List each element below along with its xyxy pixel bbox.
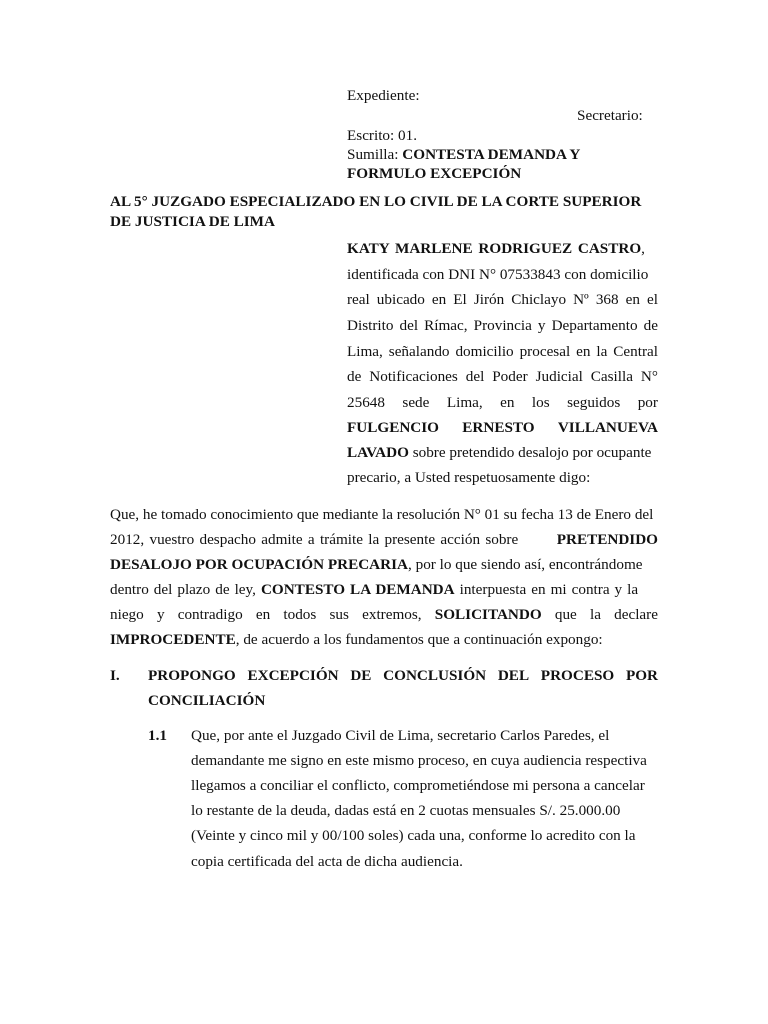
word: y <box>156 606 165 623</box>
body-line-6 <box>110 630 603 650</box>
intro-line-3 <box>347 290 658 310</box>
intro-line-2: identificada con DNI N° 07533843 con domicilio <box>347 266 649 283</box>
body-line-3-b: , por lo que siendo así, encontrándome <box>408 556 643 573</box>
word: Central <box>613 343 658 360</box>
body-line-5 <box>110 605 658 625</box>
word: en <box>255 606 271 623</box>
word: PROCESO <box>540 667 615 684</box>
intro-line-8 <box>347 418 658 438</box>
word: en <box>431 291 447 308</box>
word: Chiclayo <box>511 291 567 308</box>
addressee-line-1: AL 5° JUZGADO ESPECIALIZADO EN LO CIVIL DE LA CORTE SUPERIOR <box>110 193 642 210</box>
intro-line-10: precario, a Usted respetuosamente digo: <box>347 469 591 486</box>
word: El <box>453 291 467 308</box>
body-line-3-a: DESALOJO POR OCUPACIÓN PRECARIA <box>110 556 408 573</box>
word: PROPONGO <box>148 667 236 684</box>
subsection-line-6: copia certificada del acta de dicha audiencia. <box>191 853 463 870</box>
plaintiff-surname: LAVADO <box>347 444 409 461</box>
body-line-3 <box>110 555 643 575</box>
intro-line-1 <box>347 239 645 259</box>
word: Distrito <box>347 317 394 334</box>
word: Judicial <box>535 368 583 385</box>
word: por <box>637 394 658 411</box>
sumilla-text-1: CONTESTA DEMANDA Y <box>402 146 581 163</box>
word: la <box>596 343 608 360</box>
section-title-line-1 <box>148 666 658 686</box>
body-line-2-b: PRETENDIDO <box>556 531 658 548</box>
intro-line-5 <box>347 342 658 362</box>
intro-line-4 <box>347 316 658 336</box>
body-line-4 <box>110 580 638 600</box>
word: Nº <box>573 291 589 308</box>
word: niego <box>110 606 144 623</box>
word: Notificaciones <box>369 368 458 385</box>
subsection-number: 1.1 <box>148 727 167 744</box>
word: en <box>500 394 515 411</box>
word: Lima, <box>347 343 383 360</box>
word: de <box>347 368 362 385</box>
subsection-line-5: (Veinte y cinco mil y 00/100 soles) cada una, conforme lo acredito con la <box>191 827 636 844</box>
word: CONCLUSIÓN <box>383 667 487 684</box>
body-line-2-a: 2012, vuestro despacho admite a trámite la presente acción sobre <box>110 531 519 548</box>
word: real <box>347 291 370 308</box>
word: seguidos <box>567 394 621 411</box>
word: sede <box>402 394 430 411</box>
subsection-line-2: demandante me signo en este mismo proceso, en cuya audiencia respectiva <box>191 752 647 769</box>
body-line-6-a: IMPROCEDENTE <box>110 631 236 648</box>
body-line-6-b: , de acuerdo a los fundamentos que a continuación expongo: <box>235 631 603 648</box>
word: Jirón <box>473 291 505 308</box>
word: ubicado <box>376 291 425 308</box>
word: señalando <box>388 343 450 360</box>
intro-line-6 <box>347 367 658 387</box>
word: contradigo <box>177 606 243 623</box>
word: todos <box>283 606 317 623</box>
intro-comma: , <box>641 240 645 257</box>
subsection-line-1: Que, por ante el Juzgado Civil de Lima, secretario Carlos Paredes, el <box>191 727 610 744</box>
word: Poder <box>492 368 528 385</box>
word: los <box>531 394 550 411</box>
word: Departamento <box>551 317 638 334</box>
subsection-line-4: lo restante de la deuda, dadas está en 2 cuotas mensuales S/. 25.000.00 <box>191 802 621 819</box>
word: en <box>625 291 640 308</box>
subsection-line-3: llegamos a conciliar el conflicto, comprometiéndose mi persona a cancelar <box>191 777 645 794</box>
expediente-label: Expediente: <box>347 87 420 104</box>
word: domicilio <box>455 343 514 360</box>
word: ERNESTO <box>462 419 535 436</box>
body-line-4-a: dentro del plazo de ley, <box>110 581 261 598</box>
word: N° <box>640 368 658 385</box>
body-line-2 <box>110 530 658 550</box>
word: procesal <box>519 343 571 360</box>
word: de <box>643 317 658 334</box>
word: 368 <box>595 291 619 308</box>
word: declare <box>614 606 658 623</box>
sumilla-line-1 <box>347 145 580 165</box>
word: SOLICITANDO <box>434 606 542 623</box>
intro-line-9-rest: sobre pretendido desalojo por ocupante <box>408 444 652 461</box>
word: POR <box>625 667 658 684</box>
body-line-1: Que, he tomado conocimiento que mediante la resolución N° 01 su fecha 13 de Enero del <box>110 506 654 523</box>
word: Casilla <box>590 368 633 385</box>
word: el <box>647 291 658 308</box>
word: que <box>554 606 577 623</box>
sumilla-text-2: FORMULO EXCEPCIÓN <box>347 165 522 182</box>
word: del <box>399 317 419 334</box>
word: y <box>537 317 546 334</box>
word: VILLANUEVA <box>557 419 658 436</box>
word: Rímac, <box>424 317 468 334</box>
escrito-label: Escrito: 01. <box>347 127 418 144</box>
word: Provincia <box>473 317 532 334</box>
body-line-4-c: interpuesta en mi contra y la <box>454 581 639 598</box>
word: Lima, <box>446 394 483 411</box>
word: sus <box>329 606 349 623</box>
addressee-line-2: DE JUSTICIA DE LIMA <box>110 213 275 230</box>
word: extremos, <box>362 606 422 623</box>
word: 25648 <box>347 394 385 411</box>
section-title-line-2: CONCILIACIÓN <box>148 692 266 709</box>
word: FULGENCIO <box>347 419 439 436</box>
section-number: I. <box>110 667 120 684</box>
secretario-label: Secretario: <box>577 107 643 124</box>
word: en <box>576 343 591 360</box>
plaintiff-defendant-name: KATY MARLENE RODRIGUEZ CASTRO <box>347 240 642 257</box>
word: DE <box>350 667 372 684</box>
word: DEL <box>497 667 530 684</box>
word: EXCEPCIÓN <box>247 667 339 684</box>
intro-line-9 <box>347 443 651 463</box>
word: del <box>465 368 485 385</box>
word: la <box>589 606 601 623</box>
sumilla-label: Sumilla: <box>347 146 403 163</box>
intro-line-7 <box>347 393 658 413</box>
body-line-4-b: CONTESTO LA DEMANDA <box>260 581 455 598</box>
